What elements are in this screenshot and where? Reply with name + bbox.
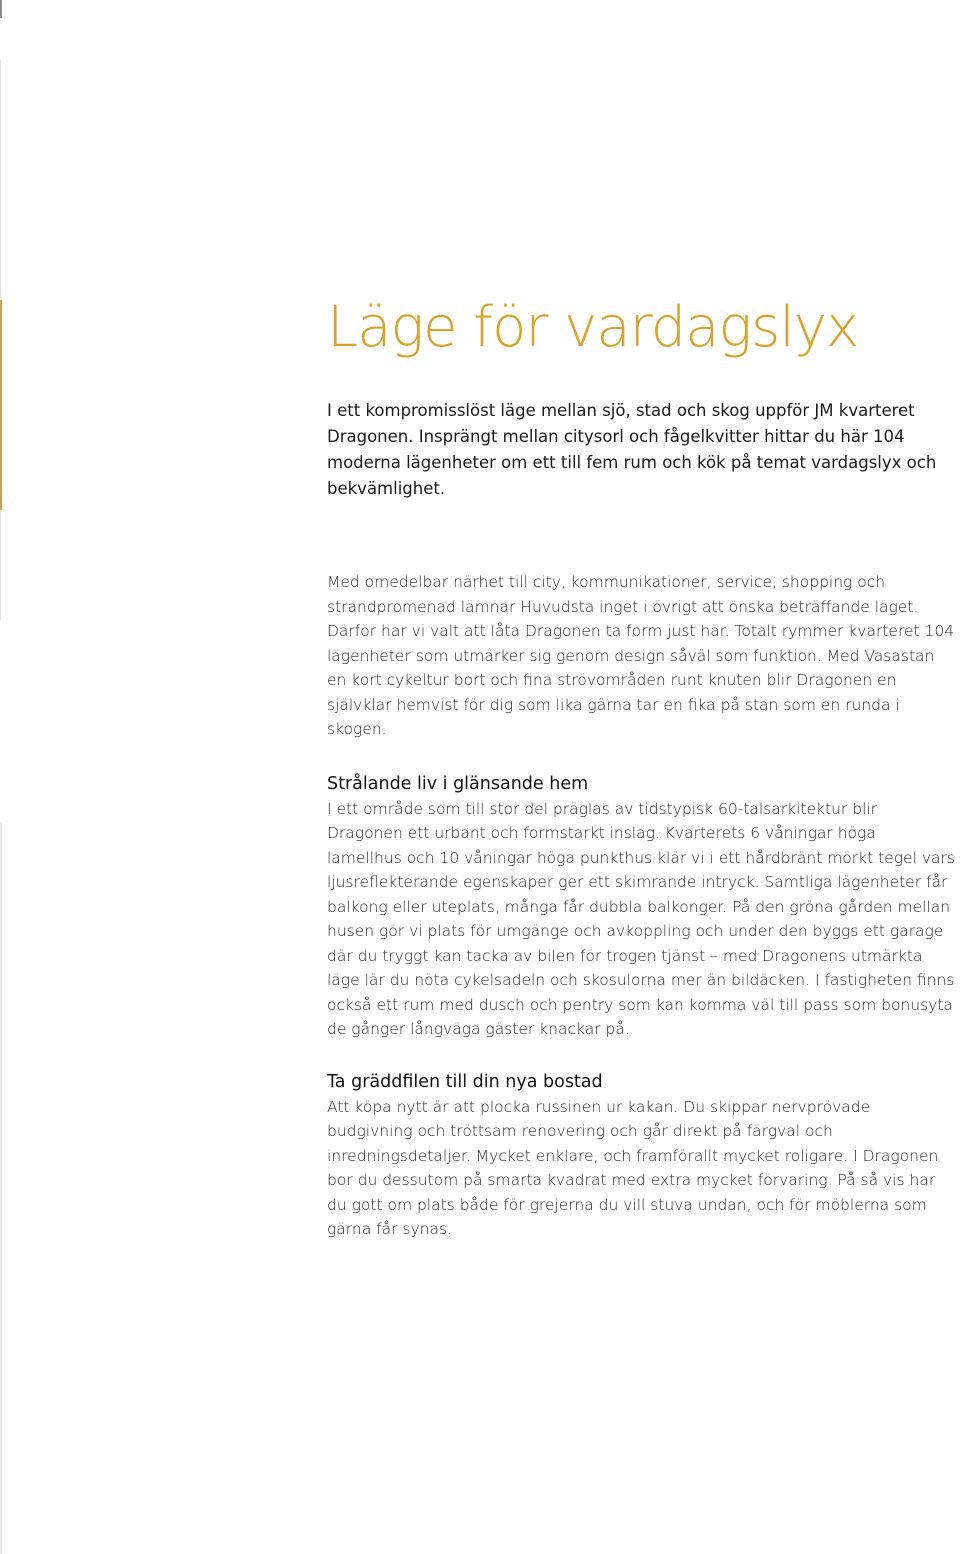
section-text: Att köpa nytt är att plocka russinen ur kakan. Du skippar nervprövade budgivning och tröttsam renovering och går direkt på färgval och inredningsdetaljer. Mycket enklare, och framförallt mycket roligare. I Dragonen bor du dessutom på smarta kvadrat med extra mycket förvaring. På så vis har du gott om plats både för grejerna du vill stuva undan, och för möblerna som gärna får synas.	[327, 1097, 939, 1238]
section-heading: Ta gräddfilen till din nya bostad	[327, 1071, 603, 1092]
section-graddfilen	[327, 1070, 955, 1242]
article-body: Med omedelbar närhet till city, kommunikationer, service, shopping och strandpromenad lämnar Huvudsta inget i övrigt att önska beträffande läget. Därför har vi valt att låta Dragonen ta form just här. Totalt rymmer kvarteret 104 lägenheter som utmärker sig genom design såväl som funktion. Med Vasastan en kort cykeltur bort och fina strövområden runt knuten blir Dragonen en självklar hemvist för dig som lika gärna tar en fika på stan som en runda i skogen.	[327, 573, 955, 738]
article	[327, 288, 955, 1242]
section-heading: Strålande liv i glänsande hem	[327, 773, 589, 794]
page-edge-accent	[0, 300, 2, 510]
section-straalande-liv	[327, 772, 955, 1042]
article-title: Läge för vardagslyx	[327, 295, 859, 360]
page-edge-mark	[0, 0, 2, 18]
article-intro: I ett kompromisslöst läge mellan sjö, stad och skog uppför JM kvarteret Dragonen. Insprängt mellan citysorl och fågelkvitter hittar du här 104 moderna lägenheter om ett till fem rum och kök på temat vardagslyx och bekvämlighet.	[327, 401, 937, 498]
section-text: I ett område som till stor del präglas av tidstypisk 60-talsarkitektur blir Dragonen ett urbant och formstarkt inslag. Kvarterets 6 våningar höga lamellhus och 10 våningar höga punkthus klär vi i ett hårdbränt mörkt tegel vars ljusreflekterande egenskaper ger ett skimrande intryck. Samtliga lägenheter får balkong eller uteplats, många får dubbla balkonger. På den gröna gården mellan husen gör vi plats för umgänge och avkoppling och under den byggs ett garage där du tryggt kan tacka av bilen för trogen tjänst – med Dragonens utmärkta läge lär du nöta cykelsadeln och skosulorna mer än bildäcken. I fastigheten finns också ett rum med dusch och pentry som kan komma väl till pass som bonusyta de gånger långväga gäster knackar på.	[327, 799, 955, 1038]
page-edge-shadow-lower	[0, 822, 2, 1554]
